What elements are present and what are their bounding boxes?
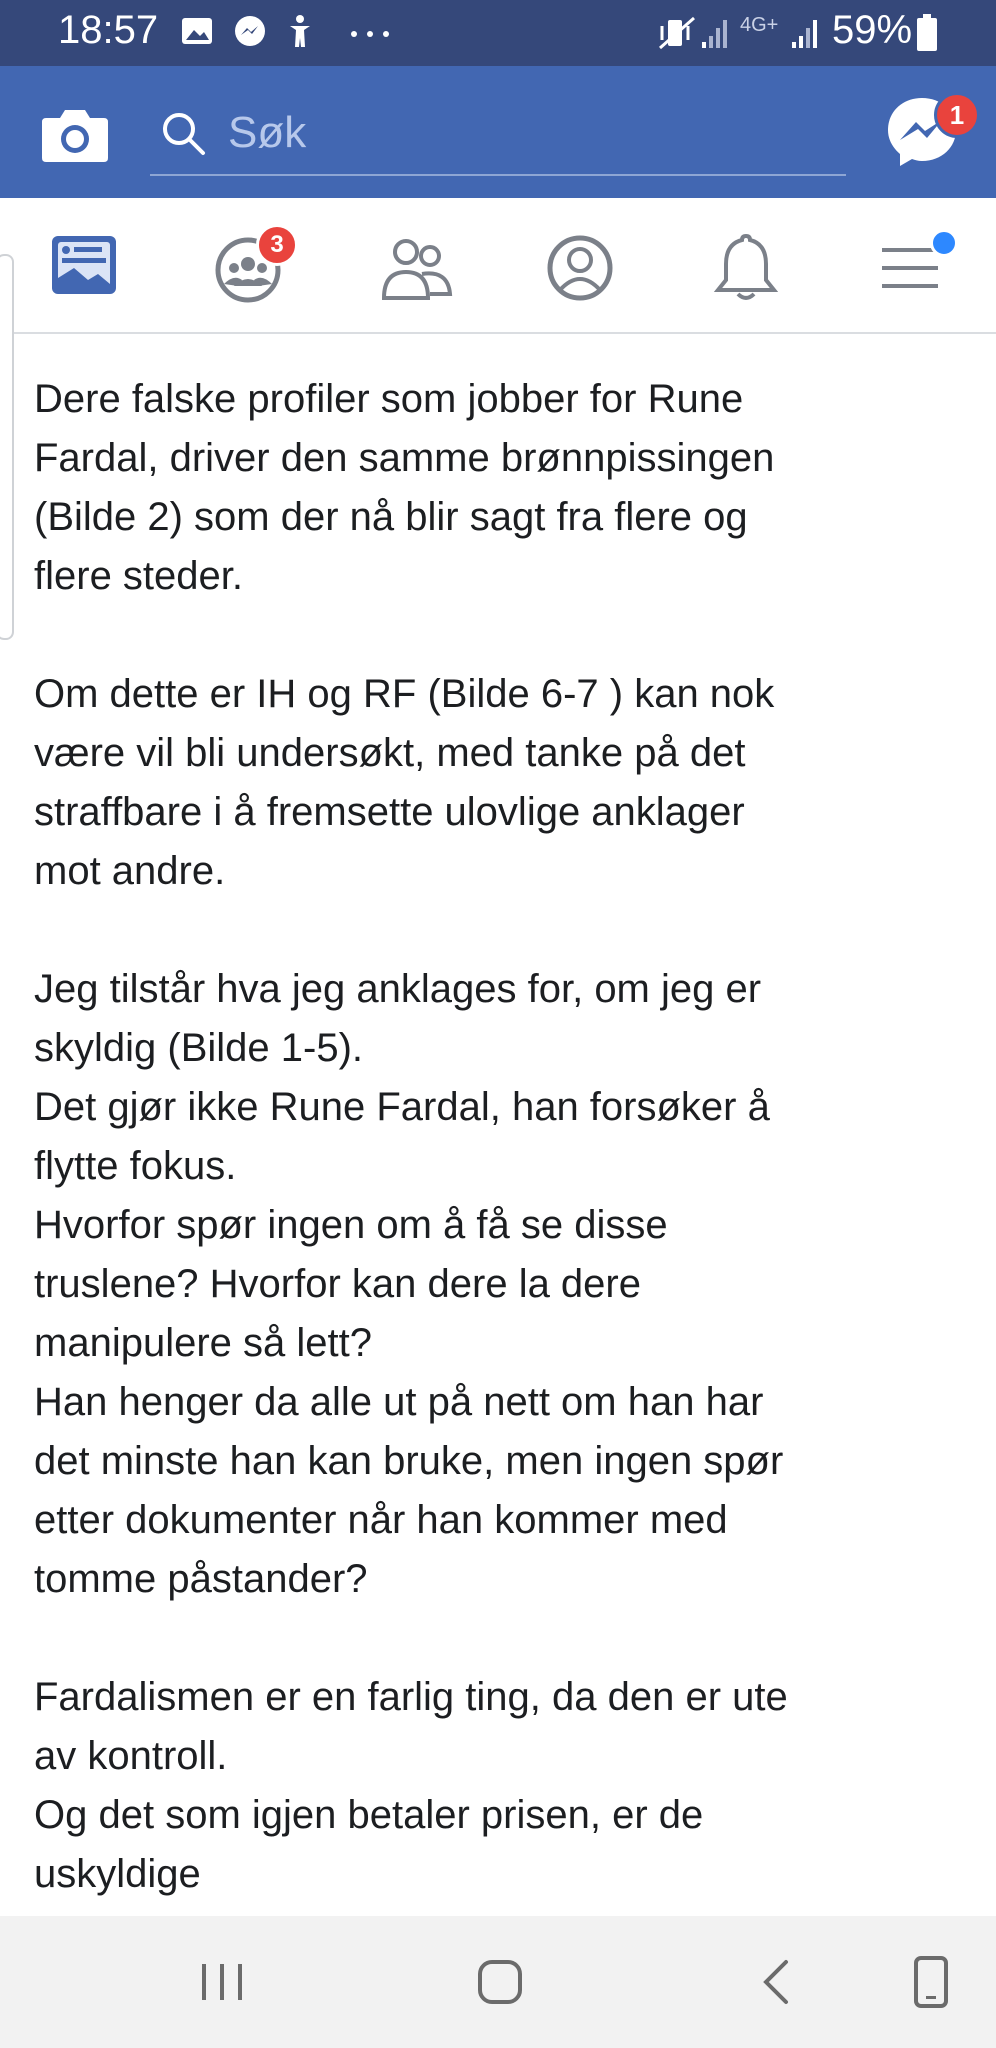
post-paragraph: Jeg tilstår hva jeg anklages for, om jeg er skyldig (Bilde 1-5). Det gjør ikke Rune Fardal, han forsøker å flytte fokus. Hvorfor spør ingen om å få se disse truslene? Hvorfor kan dere la dere manipulere så lett? Han henger da alle ut på nett om han har det minste han kan bruke, men ingen spør etter dokumenter når han kommer med tomme påstander? xyxy=(34,967,784,1601)
battery-percent: 59% xyxy=(832,8,913,52)
image-icon xyxy=(180,14,214,48)
post-paragraph: Dere falske profiler som jobber for Rune Fardal, driver den samme brønnpissingen (Bilde 2) som der nå blir sagt fra flere og flere steder. xyxy=(34,377,775,598)
mute-vibrate-icon xyxy=(658,14,698,52)
bell-icon[interactable] xyxy=(710,228,790,308)
signal-icon-2 xyxy=(790,14,820,50)
profile-icon[interactable] xyxy=(544,228,624,308)
search-icon xyxy=(160,110,206,156)
accessibility-icon xyxy=(284,14,316,50)
messenger-badge: 1 xyxy=(934,92,980,138)
more-dots-icon xyxy=(350,30,390,38)
friends-icon[interactable] xyxy=(378,228,458,308)
status-time: 18:57 xyxy=(58,8,159,52)
post-text xyxy=(34,370,964,1904)
system-nav-bar xyxy=(0,1916,996,2048)
network-type: 4G+ xyxy=(740,14,779,36)
signal-icon xyxy=(700,14,730,50)
side-panel-edge[interactable] xyxy=(0,254,14,640)
menu-notification-dot xyxy=(930,229,958,257)
recent-apps-icon[interactable] xyxy=(192,1952,252,2012)
app-bar xyxy=(0,66,996,198)
status-bar xyxy=(0,0,996,66)
post-paragraph: Om dette er IH og RF (Bilde 6-7 ) kan nok være vil bli undersøkt, med tanke på det straffbare i å fremsette ulovlige anklager mot andre. xyxy=(34,672,775,893)
back-icon[interactable] xyxy=(748,1952,808,2012)
search-input[interactable] xyxy=(226,102,790,164)
search-bar[interactable] xyxy=(150,92,846,176)
screen-rotate-icon[interactable] xyxy=(902,1952,962,2012)
post-paragraph: Fardalismen er en farlig ting, da den er ute av kontroll. Og det som igjen betaler prisen, er de uskyldige xyxy=(34,1675,788,1896)
messenger-icon xyxy=(232,14,268,50)
feed-icon[interactable] xyxy=(48,228,128,308)
battery-icon xyxy=(916,14,938,52)
nav-tabs xyxy=(0,198,996,334)
home-icon[interactable] xyxy=(470,1952,530,2012)
groups-badge: 3 xyxy=(256,224,298,266)
camera-icon[interactable] xyxy=(40,104,110,164)
